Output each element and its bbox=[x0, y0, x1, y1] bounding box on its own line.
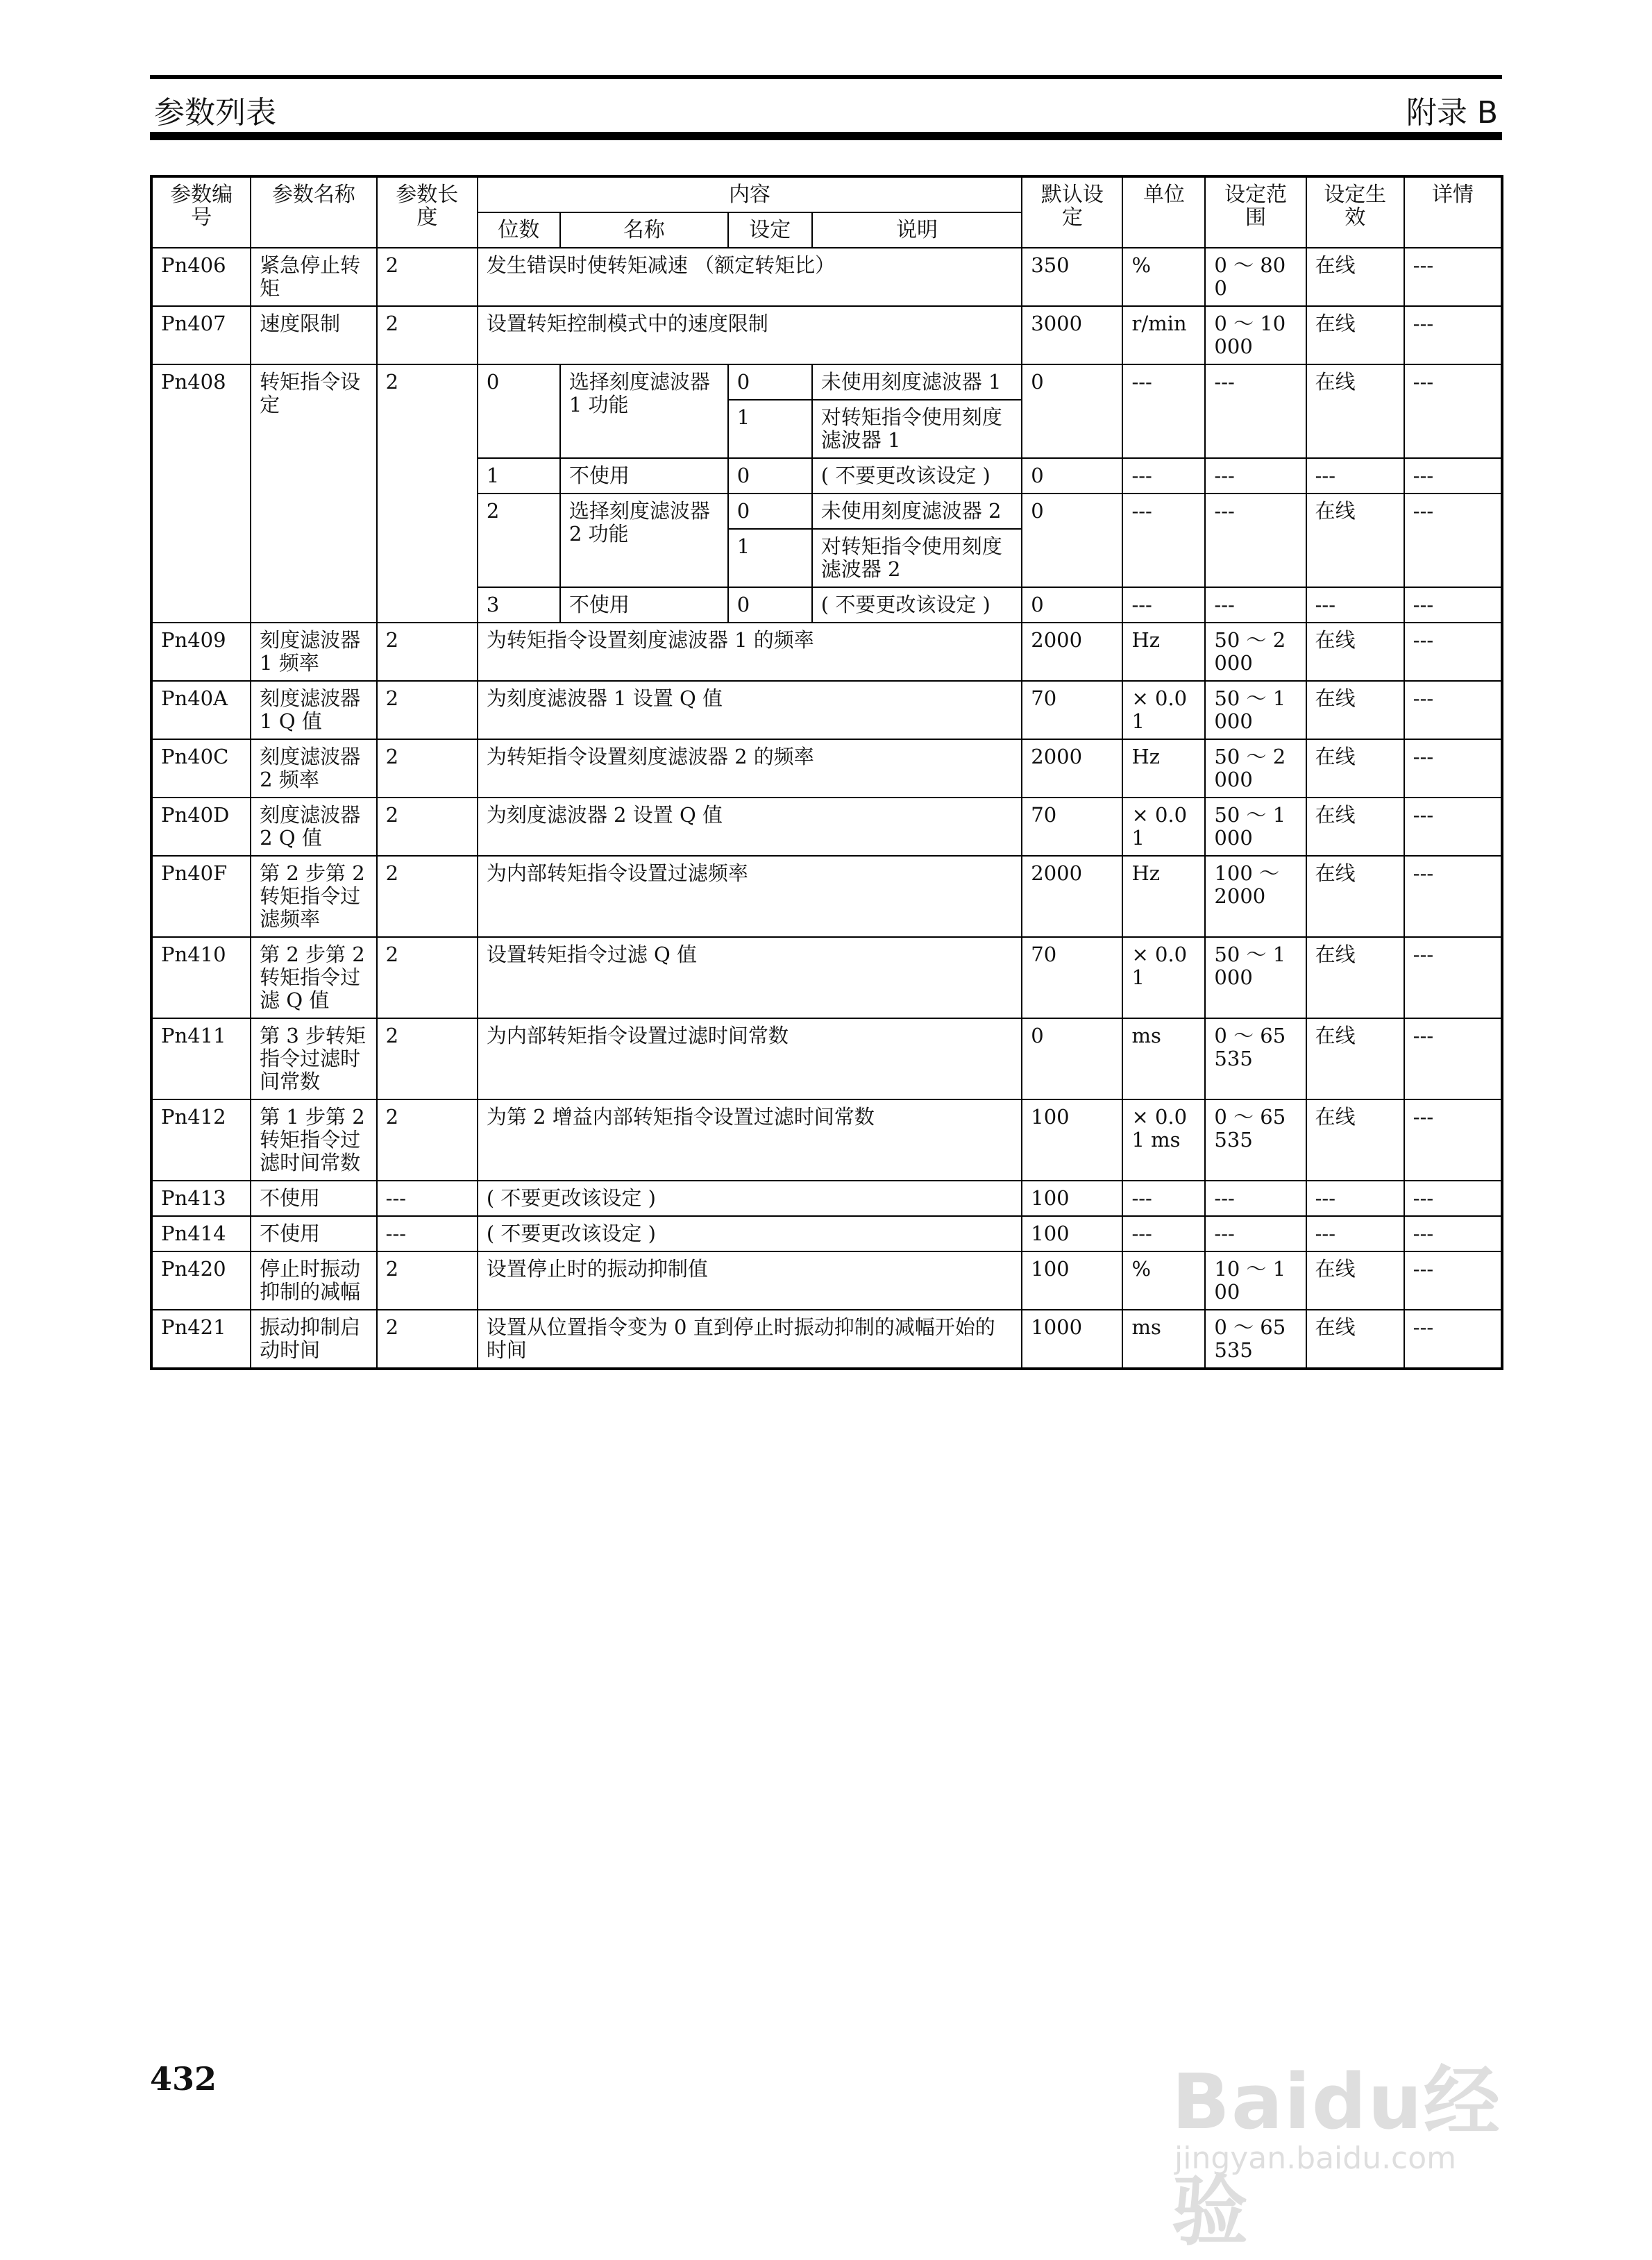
param-size-cell: 2 bbox=[377, 1251, 478, 1310]
param-no-cell: Pn410 bbox=[151, 937, 251, 1018]
param-no-cell: Pn421 bbox=[151, 1310, 251, 1369]
range-cell: 0 ～ 65535 bbox=[1205, 1310, 1306, 1369]
col-header-name: 参数名称 bbox=[251, 176, 376, 248]
default-cell: 70 bbox=[1022, 798, 1122, 856]
table-row bbox=[151, 937, 1502, 1018]
param-no-cell: Pn40F bbox=[151, 856, 251, 937]
bit-setting-cell: 0 bbox=[728, 494, 812, 529]
effect-cell: --- bbox=[1306, 1181, 1404, 1216]
unit-cell: --- bbox=[1122, 364, 1205, 458]
baidu-watermark bbox=[1158, 2027, 1560, 2256]
effect-cell: 在线 bbox=[1306, 364, 1404, 458]
unit-cell: --- bbox=[1122, 1181, 1205, 1216]
unit-cell: --- bbox=[1122, 1216, 1205, 1251]
range-cell: 0 ～ 65535 bbox=[1205, 1018, 1306, 1099]
param-size-cell: 2 bbox=[377, 798, 478, 856]
col-header-setting: 设定 bbox=[728, 212, 812, 248]
content-cell: 为内部转矩指令设置过滤时间常数 bbox=[478, 1018, 1022, 1099]
effect-cell: --- bbox=[1306, 458, 1404, 494]
param-name-cell: 转矩指令设定 bbox=[251, 364, 376, 623]
bit-desc-cell: 未使用刻度滤波器 2 bbox=[812, 494, 1022, 529]
col-header-bit: 位数 bbox=[478, 212, 560, 248]
effect-cell: 在线 bbox=[1306, 681, 1404, 739]
table-row bbox=[151, 856, 1502, 937]
effect-cell: 在线 bbox=[1306, 1018, 1404, 1099]
param-no-cell: Pn408 bbox=[151, 364, 251, 623]
bit-desc-cell: ( 不要更改该设定 ) bbox=[812, 587, 1022, 623]
param-size-cell: --- bbox=[377, 1216, 478, 1251]
param-size-cell: 2 bbox=[377, 681, 478, 739]
watermark-brand: Baidu经验 bbox=[1172, 2057, 1501, 2256]
table-row bbox=[151, 364, 1502, 400]
page-header bbox=[150, 75, 1502, 140]
param-size-cell: 2 bbox=[377, 937, 478, 1018]
param-name-cell: 速度限制 bbox=[251, 306, 376, 364]
range-cell: 50 ～ 1000 bbox=[1205, 681, 1306, 739]
unit-cell: ms bbox=[1122, 1018, 1205, 1099]
unit-cell: Hz bbox=[1122, 623, 1205, 681]
content-cell: 为内部转矩指令设置过滤频率 bbox=[478, 856, 1022, 937]
effect-cell: 在线 bbox=[1306, 798, 1404, 856]
default-cell: 0 bbox=[1022, 494, 1122, 587]
bit-number-cell: 0 bbox=[478, 364, 560, 458]
effect-cell: 在线 bbox=[1306, 248, 1404, 306]
bit-setting-cell: 0 bbox=[728, 458, 812, 494]
param-no-cell: Pn412 bbox=[151, 1099, 251, 1181]
detail-cell: --- bbox=[1404, 458, 1502, 494]
effect-cell: 在线 bbox=[1306, 1310, 1404, 1369]
param-name-cell: 刻度滤波器 1 频率 bbox=[251, 623, 376, 681]
content-cell: ( 不要更改该设定 ) bbox=[478, 1181, 1022, 1216]
unit-cell: Hz bbox=[1122, 856, 1205, 937]
range-cell: 0 ～ 10000 bbox=[1205, 306, 1306, 364]
bit-setting-cell: 1 bbox=[728, 529, 812, 587]
param-no-cell: Pn409 bbox=[151, 623, 251, 681]
bit-setting-cell: 1 bbox=[728, 400, 812, 458]
param-no-cell: Pn40A bbox=[151, 681, 251, 739]
default-cell: 70 bbox=[1022, 681, 1122, 739]
bit-desc-cell: ( 不要更改该设定 ) bbox=[812, 458, 1022, 494]
bit-desc-cell: 对转矩指令使用刻度滤波器 2 bbox=[812, 529, 1022, 587]
content-cell: ( 不要更改该设定 ) bbox=[478, 1216, 1022, 1251]
effect-cell: 在线 bbox=[1306, 306, 1404, 364]
range-cell: 10 ～ 100 bbox=[1205, 1251, 1306, 1310]
detail-cell: --- bbox=[1404, 248, 1502, 306]
bit-desc-cell: 对转矩指令使用刻度滤波器 1 bbox=[812, 400, 1022, 458]
range-cell: 50 ～ 2000 bbox=[1205, 623, 1306, 681]
detail-cell: --- bbox=[1404, 623, 1502, 681]
range-cell: --- bbox=[1205, 494, 1306, 587]
param-name-cell: 刻度滤波器 1 Q 值 bbox=[251, 681, 376, 739]
detail-cell: --- bbox=[1404, 739, 1502, 798]
detail-cell: --- bbox=[1404, 1216, 1502, 1251]
bit-number-cell: 3 bbox=[478, 587, 560, 623]
range-cell: 100 ～ 2000 bbox=[1205, 856, 1306, 937]
param-name-cell: 第 1 步第 2 转矩指令过滤时间常数 bbox=[251, 1099, 376, 1181]
col-header-content: 内容 bbox=[478, 176, 1022, 212]
default-cell: 70 bbox=[1022, 937, 1122, 1018]
param-size-cell: --- bbox=[377, 1181, 478, 1216]
unit-cell: × 0.01 bbox=[1122, 681, 1205, 739]
bit-setting-cell: 0 bbox=[728, 364, 812, 400]
detail-cell: --- bbox=[1404, 1251, 1502, 1310]
unit-cell: × 0.01 ms bbox=[1122, 1099, 1205, 1181]
effect-cell: 在线 bbox=[1306, 1099, 1404, 1181]
table-row bbox=[151, 798, 1502, 856]
param-size-cell: 2 bbox=[377, 306, 478, 364]
unit-cell: % bbox=[1122, 248, 1205, 306]
header-section: 附录 B bbox=[1406, 95, 1498, 130]
param-no-cell: Pn420 bbox=[151, 1251, 251, 1310]
param-no-cell: Pn40D bbox=[151, 798, 251, 856]
default-cell: 2000 bbox=[1022, 739, 1122, 798]
param-size-cell: 2 bbox=[377, 739, 478, 798]
default-cell: 0 bbox=[1022, 364, 1122, 458]
bit-name-cell: 选择刻度滤波器 2 功能 bbox=[560, 494, 728, 587]
detail-cell: --- bbox=[1404, 494, 1502, 587]
detail-cell: --- bbox=[1404, 1181, 1502, 1216]
effect-cell: 在线 bbox=[1306, 856, 1404, 937]
col-header-detail: 详情 bbox=[1404, 176, 1502, 248]
param-size-cell: 2 bbox=[377, 1099, 478, 1181]
detail-cell: --- bbox=[1404, 856, 1502, 937]
default-cell: 0 bbox=[1022, 458, 1122, 494]
param-name-cell: 振动抑制启动时间 bbox=[251, 1310, 376, 1369]
col-header-effect: 设定生效 bbox=[1306, 176, 1404, 248]
detail-cell: --- bbox=[1404, 681, 1502, 739]
detail-cell: --- bbox=[1404, 306, 1502, 364]
param-name-cell: 停止时振动抑制的减幅 bbox=[251, 1251, 376, 1310]
col-header-size: 参数长度 bbox=[377, 176, 478, 248]
default-cell: 100 bbox=[1022, 1181, 1122, 1216]
range-cell: 0 ～ 800 bbox=[1205, 248, 1306, 306]
table-row bbox=[151, 1181, 1502, 1216]
range-cell: --- bbox=[1205, 364, 1306, 458]
param-size-cell: 2 bbox=[377, 623, 478, 681]
bit-name-cell: 不使用 bbox=[560, 587, 728, 623]
unit-cell: --- bbox=[1122, 494, 1205, 587]
range-cell: --- bbox=[1205, 1216, 1306, 1251]
col-header-unit: 单位 bbox=[1122, 176, 1205, 248]
content-cell: 设置转矩控制模式中的速度限制 bbox=[478, 306, 1022, 364]
header-title: 参数列表 bbox=[154, 95, 276, 130]
detail-cell: --- bbox=[1404, 587, 1502, 623]
effect-cell: 在线 bbox=[1306, 937, 1404, 1018]
content-cell: 为刻度滤波器 2 设置 Q 值 bbox=[478, 798, 1022, 856]
param-no-cell: Pn414 bbox=[151, 1216, 251, 1251]
detail-cell: --- bbox=[1404, 1310, 1502, 1369]
param-name-cell: 紧急停止转矩 bbox=[251, 248, 376, 306]
unit-cell: ms bbox=[1122, 1310, 1205, 1369]
param-size-cell: 2 bbox=[377, 248, 478, 306]
default-cell: 0 bbox=[1022, 1018, 1122, 1099]
range-cell: --- bbox=[1205, 458, 1306, 494]
bit-number-cell: 2 bbox=[478, 494, 560, 587]
range-cell: 50 ～ 1000 bbox=[1205, 798, 1306, 856]
param-name-cell: 不使用 bbox=[251, 1181, 376, 1216]
table-body bbox=[151, 248, 1502, 1369]
detail-cell: --- bbox=[1404, 1018, 1502, 1099]
content-cell: 为转矩指令设置刻度滤波器 1 的频率 bbox=[478, 623, 1022, 681]
parameter-table bbox=[150, 175, 1503, 1370]
unit-cell: r/min bbox=[1122, 306, 1205, 364]
col-header-no: 参数编号 bbox=[151, 176, 251, 248]
range-cell: 50 ～ 1000 bbox=[1205, 937, 1306, 1018]
content-cell: 设置停止时的振动抑制值 bbox=[478, 1251, 1022, 1310]
effect-cell: 在线 bbox=[1306, 494, 1404, 587]
effect-cell: 在线 bbox=[1306, 623, 1404, 681]
param-size-cell: 2 bbox=[377, 856, 478, 937]
range-cell: 50 ～ 2000 bbox=[1205, 739, 1306, 798]
page-number: 432 bbox=[150, 2060, 217, 2098]
content-cell: 发生错误时使转矩减速 （额定转矩比） bbox=[478, 248, 1022, 306]
detail-cell: --- bbox=[1404, 937, 1502, 1018]
param-name-cell: 刻度滤波器 2 频率 bbox=[251, 739, 376, 798]
table-row bbox=[151, 739, 1502, 798]
table-row bbox=[151, 681, 1502, 739]
bit-name-cell: 不使用 bbox=[560, 458, 728, 494]
param-name-cell: 第 2 步第 2 转矩指令过滤 Q 值 bbox=[251, 937, 376, 1018]
effect-cell: --- bbox=[1306, 587, 1404, 623]
default-cell: 100 bbox=[1022, 1251, 1122, 1310]
param-size-cell: 2 bbox=[377, 1018, 478, 1099]
content-cell: 设置转矩指令过滤 Q 值 bbox=[478, 937, 1022, 1018]
default-cell: 3000 bbox=[1022, 306, 1122, 364]
table-row bbox=[151, 1251, 1502, 1310]
content-cell: 为转矩指令设置刻度滤波器 2 的频率 bbox=[478, 739, 1022, 798]
param-name-cell: 第 3 步转矩指令过滤时间常数 bbox=[251, 1018, 376, 1099]
bit-number-cell: 1 bbox=[478, 458, 560, 494]
table-row bbox=[151, 306, 1502, 364]
bit-name-cell: 选择刻度滤波器 1 功能 bbox=[560, 364, 728, 458]
unit-cell: Hz bbox=[1122, 739, 1205, 798]
detail-cell: --- bbox=[1404, 1099, 1502, 1181]
unit-cell: --- bbox=[1122, 458, 1205, 494]
detail-cell: --- bbox=[1404, 798, 1502, 856]
param-no-cell: Pn40C bbox=[151, 739, 251, 798]
default-cell: 2000 bbox=[1022, 856, 1122, 937]
unit-cell: × 0.01 bbox=[1122, 798, 1205, 856]
param-size-cell: 2 bbox=[377, 1310, 478, 1369]
watermark-url: jingyan.baidu.com bbox=[1174, 2141, 1457, 2176]
content-cell: 为刻度滤波器 1 设置 Q 值 bbox=[478, 681, 1022, 739]
table-row bbox=[151, 1018, 1502, 1099]
bit-setting-cell: 0 bbox=[728, 587, 812, 623]
content-cell: 设置从位置指令变为 0 直到停止时振动抑制的减幅开始的时间 bbox=[478, 1310, 1022, 1369]
content-cell: 为第 2 增益内部转矩指令设置过滤时间常数 bbox=[478, 1099, 1022, 1181]
table-row bbox=[151, 1216, 1502, 1251]
default-cell: 100 bbox=[1022, 1099, 1122, 1181]
unit-cell: × 0.01 bbox=[1122, 937, 1205, 1018]
effect-cell: 在线 bbox=[1306, 739, 1404, 798]
unit-cell: % bbox=[1122, 1251, 1205, 1310]
param-no-cell: Pn413 bbox=[151, 1181, 251, 1216]
header-rule-bottom bbox=[150, 132, 1502, 140]
effect-cell: --- bbox=[1306, 1216, 1404, 1251]
param-no-cell: Pn407 bbox=[151, 306, 251, 364]
unit-cell: --- bbox=[1122, 587, 1205, 623]
param-name-cell: 不使用 bbox=[251, 1216, 376, 1251]
col-header-default: 默认设定 bbox=[1022, 176, 1122, 248]
default-cell: 0 bbox=[1022, 587, 1122, 623]
col-header-desc: 说明 bbox=[812, 212, 1022, 248]
effect-cell: 在线 bbox=[1306, 1251, 1404, 1310]
param-no-cell: Pn411 bbox=[151, 1018, 251, 1099]
col-header-bitname: 名称 bbox=[560, 212, 728, 248]
table-row bbox=[151, 1099, 1502, 1181]
range-cell: 0 ～ 65535 bbox=[1205, 1099, 1306, 1181]
default-cell: 350 bbox=[1022, 248, 1122, 306]
param-name-cell: 第 2 步第 2 转矩指令过滤频率 bbox=[251, 856, 376, 937]
detail-cell: --- bbox=[1404, 364, 1502, 458]
range-cell: --- bbox=[1205, 1181, 1306, 1216]
param-name-cell: 刻度滤波器 2 Q 值 bbox=[251, 798, 376, 856]
param-no-cell: Pn406 bbox=[151, 248, 251, 306]
range-cell: --- bbox=[1205, 587, 1306, 623]
default-cell: 100 bbox=[1022, 1216, 1122, 1251]
table-row bbox=[151, 1310, 1502, 1369]
default-cell: 2000 bbox=[1022, 623, 1122, 681]
default-cell: 1000 bbox=[1022, 1310, 1122, 1369]
table-row bbox=[151, 248, 1502, 306]
param-size-cell: 2 bbox=[377, 364, 478, 623]
bit-desc-cell: 未使用刻度滤波器 1 bbox=[812, 364, 1022, 400]
col-header-range: 设定范围 bbox=[1205, 176, 1306, 248]
table-row bbox=[151, 623, 1502, 681]
